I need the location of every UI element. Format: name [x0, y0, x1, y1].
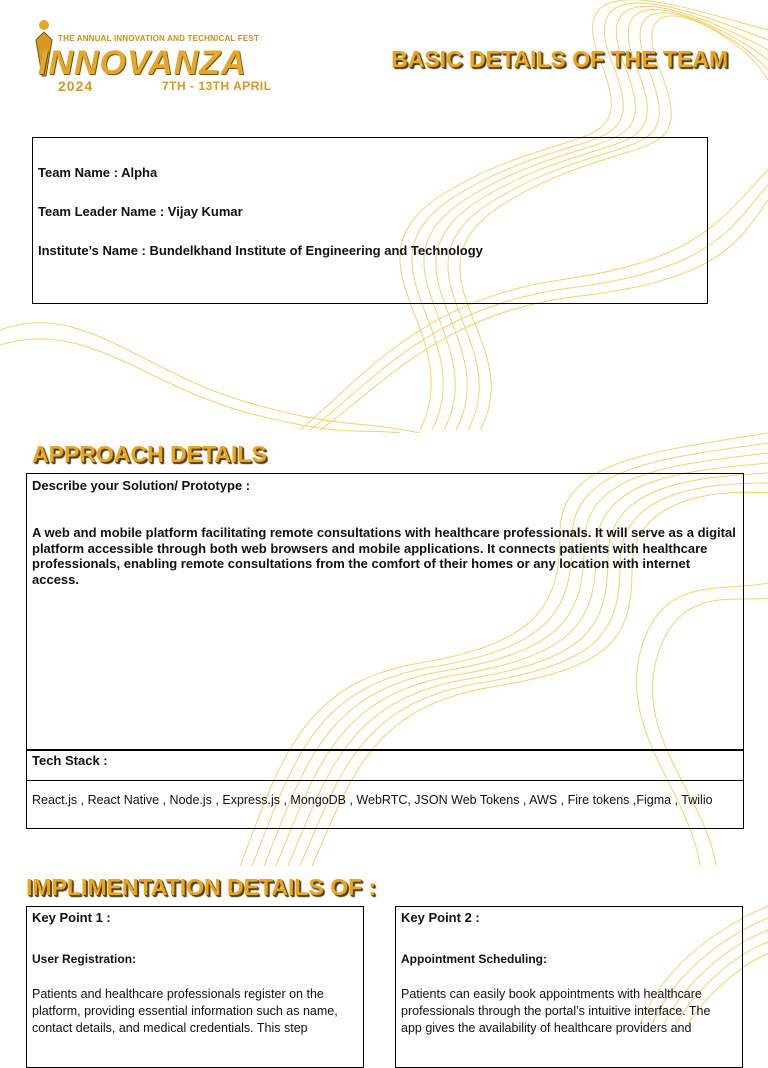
- tech-stack-label: Tech Stack :: [32, 753, 108, 768]
- logo-wordmark: INNOVANZA: [38, 44, 247, 82]
- solution-box: [26, 473, 744, 751]
- key-point-subtitle: Appointment Scheduling:: [401, 952, 547, 966]
- logo-year: 2024: [58, 78, 94, 94]
- slide-approach-details: [0, 433, 768, 866]
- basic-details-heading: BASIC DETAILS OF THE TEAM: [391, 46, 728, 72]
- divider: [27, 780, 743, 781]
- solution-label: Describe your Solution/ Prototype :: [32, 478, 251, 493]
- solution-description: A web and mobile platform facilitating remote consultations with healthcare professionals. It will serve as a digital platform accessible through both web browsers and mobile applications. It connects patients with healthcare professionals, enabling remote consultations from the comfort of their homes or any location with internet access.: [32, 525, 736, 587]
- implementation-details-heading: IMPLIMENTATION DETAILS OF :: [26, 874, 377, 900]
- key-point-text: Patients can easily book appointments with healthcare professionals through the portal’s intuitive interface. The app gives the availability of healthcare providers and: [401, 987, 711, 1035]
- team-leader-name: Team Leader Name : Vijay Kumar: [38, 204, 243, 219]
- innovanza-logo: [30, 18, 300, 98]
- logo-tagline: THE ANNUAL INNOVATION AND TECHNICAL FEST: [58, 34, 260, 43]
- slide-basic-details: [0, 0, 768, 433]
- team-name: Team Name : Alpha: [38, 165, 158, 180]
- key-point-1-box: [26, 906, 364, 1068]
- key-point-2-box: [395, 906, 743, 1068]
- key-point-text: Patients and healthcare professionals register on the platform, providing essential information such as name, contact details, and medical credentials. This step: [32, 987, 338, 1035]
- key-point-subtitle: User Registration:: [32, 952, 137, 966]
- team-info-box: [32, 137, 708, 304]
- approach-details-heading: APPROACH DETAILS: [32, 441, 267, 467]
- key-point-title: Key Point 1 :: [32, 910, 111, 925]
- key-point-title: Key Point 2 :: [401, 910, 480, 925]
- logo-dates: 7TH - 13TH APRIL: [162, 79, 272, 93]
- slide-implementation-details: [0, 866, 768, 1035]
- institute-name: Institute’s Name : Bundelkhand Institute of Engineering and Technology: [38, 243, 483, 258]
- tech-stack-box: [26, 749, 744, 829]
- tech-stack-list: React.js , React Native , Node.js , Express.js , MongoDB , WebRTC, JSON Web Tokens , AWS , Fire tokens ,Figma , Twilio: [32, 793, 713, 807]
